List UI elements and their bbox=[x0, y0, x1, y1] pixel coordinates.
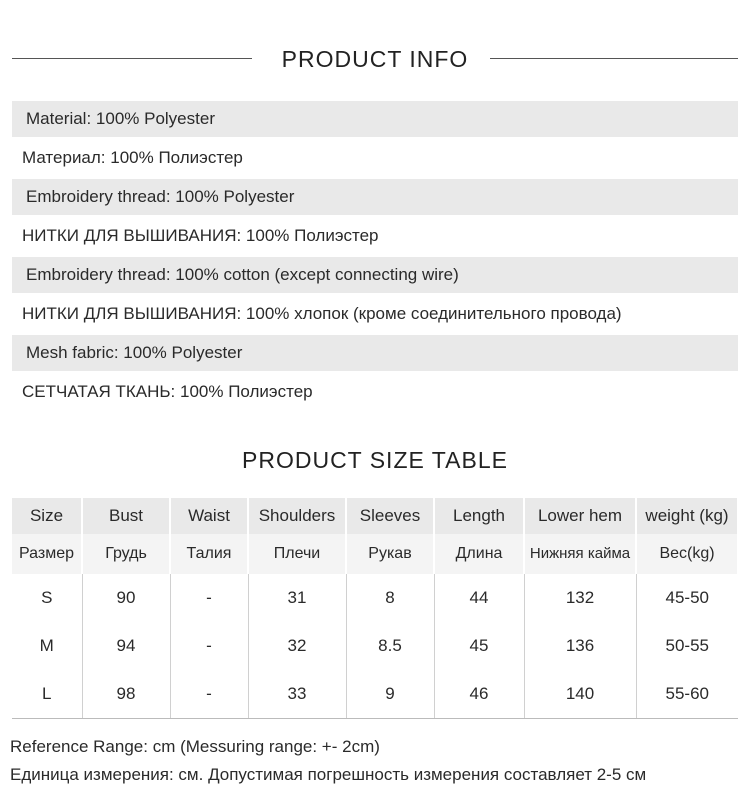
cell-length: 46 bbox=[434, 670, 524, 719]
cell-shoulders: 33 bbox=[248, 670, 346, 719]
header-shoulders: Shoulders bbox=[248, 498, 346, 534]
table-row bbox=[12, 622, 738, 670]
cell-shoulders: 32 bbox=[248, 622, 346, 670]
cell-shoulders: 31 bbox=[248, 574, 346, 622]
info-row-mesh-ru: СЕТЧАТАЯ ТКАНЬ: 100% Полиэстер bbox=[12, 374, 738, 410]
info-row-material-ru: Материал: 100% Полиэстер bbox=[12, 140, 738, 176]
cell-sleeves: 8.5 bbox=[346, 622, 434, 670]
info-row-embroidery2-ru: НИТКИ ДЛЯ ВЫШИВАНИЯ: 100% хлопок (кроме соединительного провода) bbox=[12, 296, 738, 332]
header-size: Size bbox=[12, 498, 82, 534]
cell-weight: 50-55 bbox=[636, 622, 738, 670]
info-row-material-en: Material: 100% Polyester bbox=[12, 101, 738, 137]
header-size-ru: Размер bbox=[12, 534, 82, 574]
header-length: Length bbox=[434, 498, 524, 534]
cell-weight: 55-60 bbox=[636, 670, 738, 719]
cell-weight: 45-50 bbox=[636, 574, 738, 622]
header-bust: Bust bbox=[82, 498, 170, 534]
cell-waist: - bbox=[170, 622, 248, 670]
header-waist-ru: Талия bbox=[170, 534, 248, 574]
header-row-en bbox=[12, 498, 738, 534]
cell-size: S bbox=[41, 588, 53, 607]
cell-sleeves: 8 bbox=[346, 574, 434, 622]
size-table bbox=[12, 498, 739, 719]
cell-waist: - bbox=[170, 574, 248, 622]
cell-bust: 94 bbox=[82, 622, 170, 670]
info-row-embroidery-en: Embroidery thread: 100% Polyester bbox=[12, 179, 738, 215]
cell-sleeves: 9 bbox=[346, 670, 434, 719]
info-row-embroidery2-en: Embroidery thread: 100% cotton (except connecting wire) bbox=[12, 257, 738, 293]
header-waist: Waist bbox=[170, 498, 248, 534]
header-lower-hem-ru: Нижняя кайма bbox=[524, 534, 636, 574]
cell-length: 45 bbox=[434, 622, 524, 670]
header-bust-ru: Грудь bbox=[82, 534, 170, 574]
reference-range-note: Reference Range: cm (Messuring range: +- 2cm) bbox=[10, 737, 380, 756]
info-row-embroidery-ru: НИТКИ ДЛЯ ВЫШИВАНИЯ: 100% Полиэстер bbox=[12, 218, 738, 254]
cell-lower-hem: 132 bbox=[524, 574, 636, 622]
cell-size: L bbox=[12, 670, 82, 719]
header-lower-hem: Lower hem bbox=[524, 498, 636, 534]
header-shoulders-ru: Плечи bbox=[248, 534, 346, 574]
cell-lower-hem: 140 bbox=[524, 670, 636, 719]
header-weight: weight (kg) bbox=[636, 498, 738, 534]
title-line-right bbox=[490, 58, 738, 59]
cell-lower-hem: 136 bbox=[524, 622, 636, 670]
table-row bbox=[12, 670, 738, 719]
product-info-title: PRODUCT INFO bbox=[281, 46, 469, 72]
size-table-title: PRODUCT SIZE TABLE bbox=[242, 447, 508, 473]
header-sleeves-ru: Рукав bbox=[346, 534, 434, 574]
header-length-ru: Длина bbox=[434, 534, 524, 574]
header-weight-ru: Вес(kg) bbox=[636, 534, 738, 574]
cell-waist: - bbox=[170, 670, 248, 719]
header-row-ru bbox=[12, 534, 738, 574]
cell-length: 44 bbox=[434, 574, 524, 622]
cell-size: M bbox=[39, 636, 54, 655]
cell-bust: 90 bbox=[82, 574, 170, 622]
header-sleeves: Sleeves bbox=[346, 498, 434, 534]
measurement-unit-note: Единица измерения: см. Допустимая погрешность измерения составляет 2-5 см bbox=[10, 765, 647, 784]
cell-bust: 98 bbox=[82, 670, 170, 719]
table-row bbox=[12, 574, 738, 622]
info-row-mesh-en: Mesh fabric: 100% Polyester bbox=[12, 335, 738, 371]
